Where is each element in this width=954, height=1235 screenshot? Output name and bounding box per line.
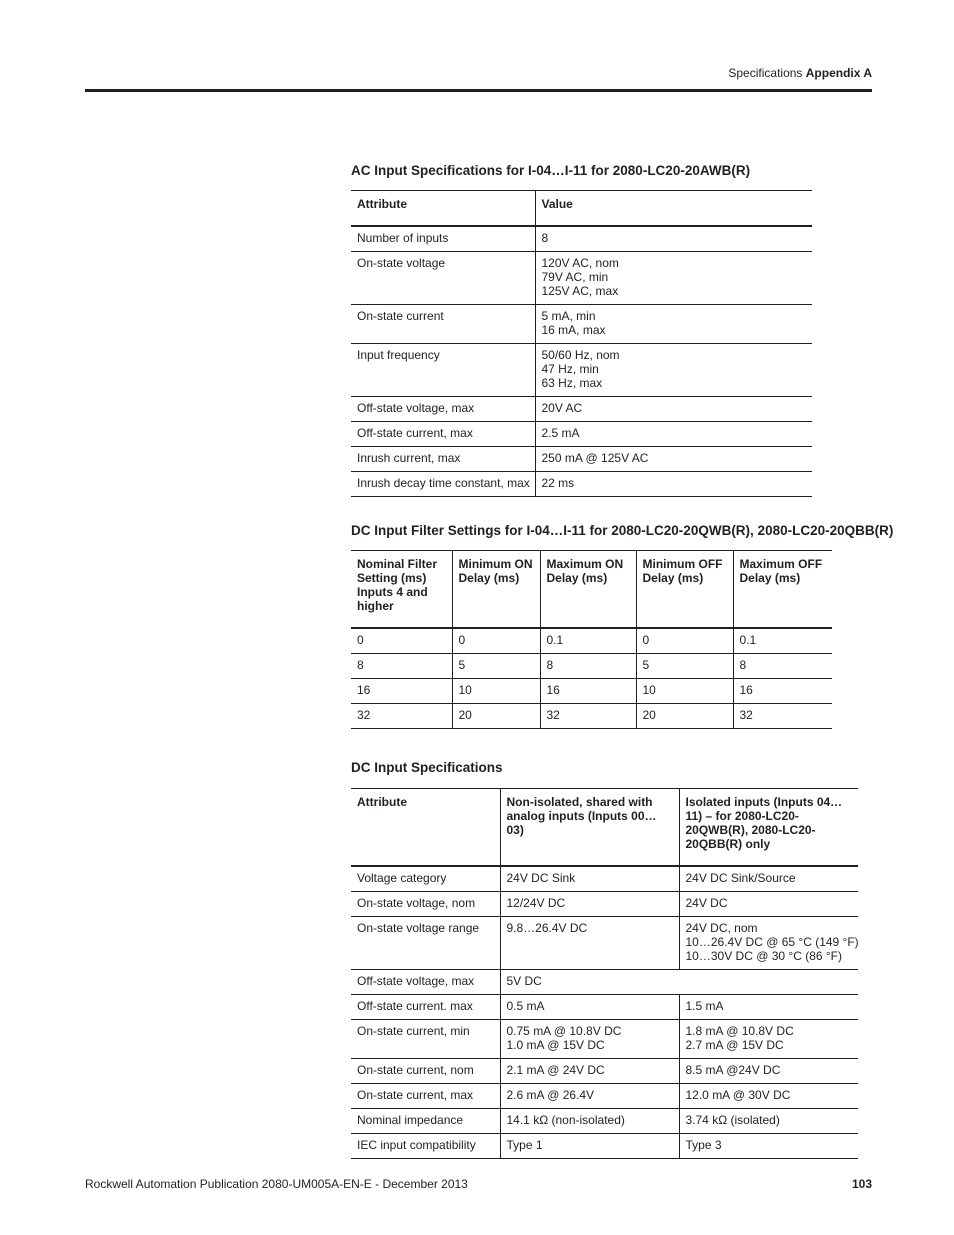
cell-text: 47 Hz, min [541, 362, 599, 376]
cell-text: 0 [357, 633, 364, 647]
table-cell [351, 866, 500, 892]
cell-text: 16 mA, max [541, 323, 606, 337]
cell-text: 2.6 mA @ 26.4V [506, 1088, 595, 1102]
table-row [351, 397, 812, 422]
table-cell [500, 866, 679, 892]
cell-text: 9.8…26.4V DC [506, 921, 588, 935]
cell-text: 5V DC [506, 974, 542, 988]
table-cell [733, 654, 832, 679]
cell-text: 10 [642, 683, 656, 697]
cell-text: Type 3 [685, 1138, 722, 1152]
ac-input-specifications-table [351, 190, 812, 497]
table-cell [351, 447, 535, 472]
table-cell [351, 892, 500, 917]
cell-text: 16 [739, 683, 753, 697]
cell-text: 2.1 mA @ 24V DC [506, 1063, 605, 1077]
cell-text: 63 Hz, max [541, 376, 603, 390]
cell-text: IEC input compatibility [357, 1138, 476, 1152]
cell-text: 24V DC Sink/Source [685, 871, 796, 885]
table-cell [535, 344, 812, 397]
cell-text: 0 [458, 633, 466, 647]
table-row [351, 226, 812, 252]
table-cell [679, 917, 858, 970]
cell-text: 24V DC [685, 896, 728, 910]
table-cell [500, 995, 679, 1020]
table-cell [452, 628, 540, 654]
table-cell [679, 1084, 858, 1109]
cell-text: 16 [357, 683, 371, 697]
table-cell [452, 679, 540, 704]
table-cell [351, 397, 535, 422]
table-cell [500, 1020, 679, 1059]
table-row [351, 892, 858, 917]
cell-text: 8 [739, 658, 747, 672]
table-row [351, 1020, 858, 1059]
cell-text: 5 [458, 658, 466, 672]
cell-text: Inrush current, max [357, 451, 461, 465]
cell-text: Input frequency [357, 348, 440, 362]
table-row [351, 704, 832, 729]
table-cell [500, 1084, 679, 1109]
table-row [351, 344, 812, 397]
table-header-row [351, 789, 858, 867]
table-row [351, 422, 812, 447]
table-cell [540, 679, 636, 704]
table-cell [351, 344, 535, 397]
table-cell [351, 970, 500, 995]
cell-text: 0.1 [739, 633, 757, 647]
table-row [351, 1059, 858, 1084]
cell-text: Off-state voltage, max [357, 974, 475, 988]
cell-text: 2.7 mA @ 15V DC [685, 1038, 784, 1052]
cell-text: 14.1 kΩ (non-isolated) [506, 1113, 625, 1127]
table-cell [679, 1020, 858, 1059]
cell-text: Off-state voltage, max [357, 401, 475, 415]
cell-text: 32 [546, 708, 560, 722]
footer-publication: Rockwell Automation Publication 2080-UM005A-EN-E - December 2013 [85, 1177, 468, 1191]
table-cell [500, 970, 858, 995]
cell-text: On-state voltage, nom [357, 896, 476, 910]
cell-text: On-state voltage [357, 256, 446, 270]
cell-text: 20V AC [541, 401, 583, 415]
table-cell [679, 1109, 858, 1134]
table-cell [679, 1059, 858, 1084]
table-cell [535, 447, 812, 472]
column-header: Value [535, 191, 812, 227]
cell-text: 0 [642, 633, 650, 647]
table-cell [679, 866, 858, 892]
table-cell [452, 704, 540, 729]
cell-text: 10…30V DC @ 30 °C (86 °F) [685, 949, 842, 963]
cell-text: 0.1 [546, 633, 564, 647]
cell-text: Inrush decay time constant, max [357, 476, 530, 490]
table-cell [351, 1020, 500, 1059]
page-header [600, 66, 872, 80]
table-cell [535, 252, 812, 305]
table-cell [351, 226, 535, 252]
table-cell [540, 704, 636, 729]
cell-text: 2.5 mA [541, 426, 580, 440]
column-header: Maximum ON Delay (ms) [540, 551, 636, 629]
cell-text: 12/24V DC [506, 896, 566, 910]
table-cell [540, 654, 636, 679]
table-row [351, 866, 858, 892]
table-cell [500, 917, 679, 970]
dc-input-table-title: DC Input Specifications [351, 760, 503, 775]
table-row [351, 1134, 858, 1159]
column-header: Attribute [351, 789, 500, 867]
table-cell [351, 917, 500, 970]
column-header: Isolated inputs (Inputs 04…11) – for 2080-LC20-20QWB(R), 2080-LC20-20QBB(R) only [679, 789, 858, 867]
cell-text: Type 1 [506, 1138, 543, 1152]
table-header-row [351, 551, 832, 629]
table-cell [351, 1134, 500, 1159]
cell-text: 0.5 mA [506, 999, 545, 1013]
cell-text: 20 [458, 708, 472, 722]
table-cell [452, 654, 540, 679]
table-cell [636, 704, 733, 729]
cell-text: On-state current, nom [357, 1063, 474, 1077]
dc-filter-table-title: DC Input Filter Settings for I-04…I-11 for 2080-LC20-20QWB(R), 2080-LC20-20QBB(R) [351, 523, 894, 538]
header-appendix: Appendix A [805, 66, 872, 80]
table-cell [351, 995, 500, 1020]
table-cell [351, 628, 452, 654]
table-cell [535, 305, 812, 344]
table-cell [351, 1109, 500, 1134]
column-header: Nominal Filter Setting (ms) Inputs 4 and higher [351, 551, 452, 629]
cell-text: 1.0 mA @ 15V DC [506, 1038, 605, 1052]
header-section: Specifications [728, 66, 803, 80]
table-cell [535, 397, 812, 422]
table-cell [679, 1134, 858, 1159]
cell-text: On-state current [357, 309, 444, 323]
table-row [351, 1084, 858, 1109]
table-cell [733, 679, 832, 704]
cell-text: On-state voltage range [357, 921, 480, 935]
table-row [351, 305, 812, 344]
cell-text: 5 mA, min [541, 309, 596, 323]
cell-text: 50/60 Hz, nom [541, 348, 620, 362]
cell-text: On-state current, min [357, 1024, 470, 1038]
header-rule [85, 89, 872, 92]
cell-text: 8 [546, 658, 554, 672]
cell-text: Nominal impedance [357, 1113, 464, 1127]
cell-text: 3.74 kΩ (isolated) [685, 1113, 780, 1127]
table-row [351, 679, 832, 704]
cell-text: 12.0 mA @ 30V DC [685, 1088, 791, 1102]
table-cell [500, 892, 679, 917]
table-row [351, 1109, 858, 1134]
table-row [351, 970, 858, 995]
table-row [351, 995, 858, 1020]
cell-text: Off-state current. max [357, 999, 473, 1013]
column-header: Minimum ON Delay (ms) [452, 551, 540, 629]
table-row [351, 472, 812, 497]
table-row [351, 447, 812, 472]
cell-text: 250 mA @ 125V AC [541, 451, 649, 465]
cell-text: 8 [541, 231, 549, 245]
table-cell [351, 679, 452, 704]
table-cell [535, 422, 812, 447]
table-cell [679, 892, 858, 917]
table-cell [636, 679, 733, 704]
dc-input-filter-settings-table [351, 550, 832, 729]
cell-text: 5 [642, 658, 650, 672]
cell-text: 79V AC, min [541, 270, 609, 284]
cell-text: 10…26.4V DC @ 65 °C (149 °F) [685, 935, 859, 949]
cell-text: 125V AC, max [541, 284, 619, 298]
table-cell [636, 654, 733, 679]
cell-text: 10 [458, 683, 472, 697]
cell-text: 1.5 mA [685, 999, 724, 1013]
table-cell [351, 704, 452, 729]
cell-text: 16 [546, 683, 560, 697]
table-cell [351, 472, 535, 497]
table-cell [535, 472, 812, 497]
cell-text: Off-state current, max [357, 426, 473, 440]
table-cell [500, 1109, 679, 1134]
cell-text: 24V DC, nom [685, 921, 758, 935]
table-row [351, 917, 858, 970]
column-header: Attribute [351, 191, 535, 227]
table-cell [636, 628, 733, 654]
cell-text: On-state current, max [357, 1088, 474, 1102]
cell-text: Number of inputs [357, 231, 449, 245]
table-cell [351, 252, 535, 305]
column-header: Maximum OFF Delay (ms) [733, 551, 832, 629]
dc-input-specifications-table [351, 788, 858, 1159]
table-cell [679, 995, 858, 1020]
cell-text: 20 [642, 708, 656, 722]
table-cell [351, 422, 535, 447]
cell-text: 0.75 mA @ 10.8V DC [506, 1024, 622, 1038]
page-number: 103 [851, 1177, 872, 1191]
cell-text: 32 [739, 708, 753, 722]
table-cell [351, 1059, 500, 1084]
ac-input-table-title: AC Input Specifications for I-04…I-11 for 2080-LC20-20AWB(R) [351, 163, 751, 178]
table-cell [500, 1134, 679, 1159]
table-cell [733, 704, 832, 729]
table-header-row [351, 191, 812, 227]
column-header: Minimum OFF Delay (ms) [636, 551, 733, 629]
table-cell [540, 628, 636, 654]
table-row [351, 628, 832, 654]
cell-text: 8.5 mA @24V DC [685, 1063, 781, 1077]
cell-text: 24V DC Sink [506, 871, 576, 885]
cell-text: 120V AC, nom [541, 256, 619, 270]
table-cell [535, 226, 812, 252]
cell-text: Voltage category [357, 871, 447, 885]
cell-text: 1.8 mA @ 10.8V DC [685, 1024, 794, 1038]
table-cell [351, 1084, 500, 1109]
cell-text: 32 [357, 708, 371, 722]
column-header: Non-isolated, shared with analog inputs (Inputs 00…03) [500, 789, 679, 867]
table-cell [733, 628, 832, 654]
table-row [351, 252, 812, 305]
table-cell [500, 1059, 679, 1084]
cell-text: 8 [357, 658, 364, 672]
table-row [351, 654, 832, 679]
table-cell [351, 654, 452, 679]
table-cell [351, 305, 535, 344]
cell-text: 22 ms [541, 476, 575, 490]
